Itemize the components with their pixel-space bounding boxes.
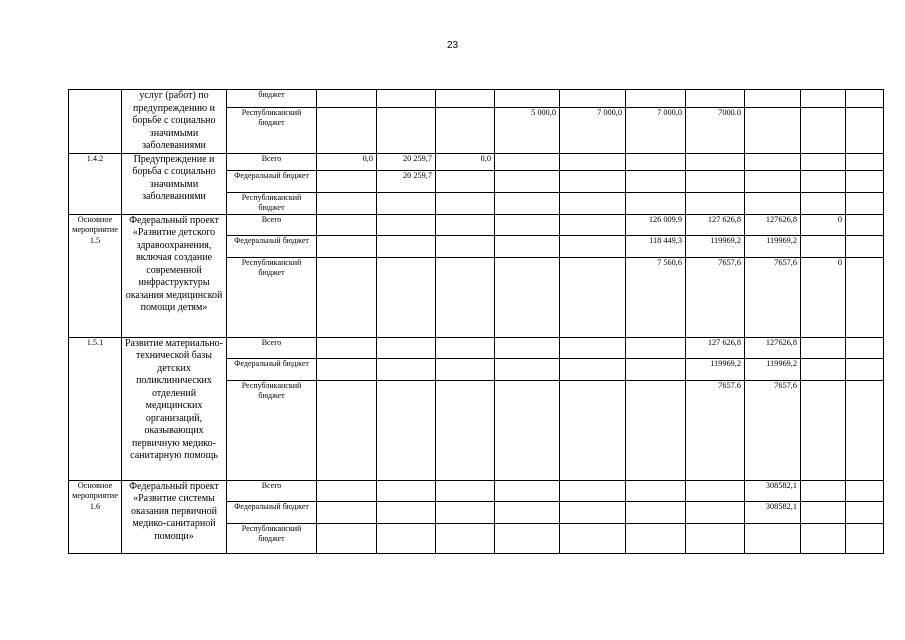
- value-cell: [560, 235, 626, 257]
- value-cell: 20 259,7: [377, 170, 436, 192]
- value-cell: [560, 358, 626, 380]
- funding-source-cell: Всего: [227, 153, 317, 170]
- funding-source-cell: Федеральный бюджет: [227, 501, 317, 523]
- value-cell: [801, 90, 846, 108]
- value-cell: [317, 358, 377, 380]
- value-cell: 119969,2: [745, 358, 801, 380]
- funding-source-cell: Федеральный бюджет: [227, 358, 317, 380]
- value-cell: 127626,8: [745, 337, 801, 358]
- value-cell: [560, 480, 626, 501]
- value-cell: [436, 480, 495, 501]
- value-cell: 119969,2: [745, 235, 801, 257]
- value-cell: [495, 337, 560, 358]
- value-cell: 0: [801, 214, 846, 235]
- row-code-cell: 1.4.2: [69, 153, 122, 214]
- value-cell: [560, 337, 626, 358]
- value-cell: [495, 90, 560, 108]
- value-cell: [560, 523, 626, 553]
- table-row: [69, 153, 884, 170]
- value-cell: 7657,6: [686, 257, 745, 337]
- value-cell: [801, 153, 846, 170]
- value-cell: [560, 90, 626, 108]
- value-cell: [317, 170, 377, 192]
- value-cell: [560, 170, 626, 192]
- value-cell: [377, 380, 436, 480]
- row-description-cell: услуг (работ) по предупреждению и борьбе с социально значимыми заболеваниями: [122, 90, 227, 154]
- value-cell: [436, 337, 495, 358]
- funding-source-cell: Республиканский бюджет: [227, 523, 317, 553]
- value-cell: [745, 90, 801, 108]
- value-cell: [686, 90, 745, 108]
- value-cell: [436, 170, 495, 192]
- value-cell: [801, 107, 846, 153]
- value-cell: [495, 192, 560, 214]
- value-cell: [686, 192, 745, 214]
- value-cell: [560, 501, 626, 523]
- row-code-cell: 1.5.1: [69, 337, 122, 480]
- value-cell: [560, 192, 626, 214]
- value-cell: [745, 523, 801, 553]
- value-cell: 0,0: [317, 153, 377, 170]
- value-cell: [801, 337, 846, 358]
- value-cell: [801, 501, 846, 523]
- value-cell: [686, 501, 745, 523]
- value-cell: 7000.0: [686, 107, 745, 153]
- value-cell: 127 626,8: [686, 214, 745, 235]
- value-cell: 127 626,8: [686, 337, 745, 358]
- value-cell: [377, 337, 436, 358]
- value-cell: [846, 170, 884, 192]
- value-cell: [846, 501, 884, 523]
- value-cell: [801, 480, 846, 501]
- row-description-cell: Федеральный проект «Развитие детского здравоохранения, включая создание современной инфраструктуры оказания медицинской помощи детям»: [122, 214, 227, 337]
- value-cell: [626, 192, 686, 214]
- value-cell: [626, 523, 686, 553]
- funding-source-cell: Федеральный бюджет: [227, 170, 317, 192]
- value-cell: [317, 380, 377, 480]
- value-cell: 0: [801, 257, 846, 337]
- value-cell: 127626,8: [745, 214, 801, 235]
- value-cell: [801, 170, 846, 192]
- value-cell: [626, 358, 686, 380]
- value-cell: [846, 358, 884, 380]
- value-cell: 118 449,3: [626, 235, 686, 257]
- table-row: [69, 337, 884, 358]
- value-cell: [626, 501, 686, 523]
- funding-source-cell: Республиканский бюджет: [227, 257, 317, 337]
- value-cell: [377, 257, 436, 337]
- value-cell: [377, 214, 436, 235]
- value-cell: [377, 501, 436, 523]
- table-row: [69, 480, 884, 501]
- value-cell: [377, 235, 436, 257]
- value-cell: [686, 523, 745, 553]
- table-row: [69, 90, 884, 108]
- value-cell: 308582,1: [745, 480, 801, 501]
- value-cell: [317, 480, 377, 501]
- value-cell: [495, 480, 560, 501]
- value-cell: [436, 90, 495, 108]
- row-description-cell: Предупреждение и борьба с социально значимыми заболеваниями: [122, 153, 227, 214]
- value-cell: [436, 235, 495, 257]
- value-cell: 20 259,7: [377, 153, 436, 170]
- value-cell: [626, 337, 686, 358]
- value-cell: 119969,2: [686, 235, 745, 257]
- budget-table: [68, 89, 884, 554]
- value-cell: [436, 523, 495, 553]
- value-cell: [495, 523, 560, 553]
- value-cell: [377, 480, 436, 501]
- value-cell: [317, 257, 377, 337]
- value-cell: 5 000,0: [495, 107, 560, 153]
- value-cell: [846, 480, 884, 501]
- value-cell: [626, 480, 686, 501]
- value-cell: [436, 358, 495, 380]
- value-cell: [686, 480, 745, 501]
- funding-source-cell: Республиканский бюджет: [227, 380, 317, 480]
- value-cell: 7 000,0: [626, 107, 686, 153]
- value-cell: [745, 153, 801, 170]
- value-cell: [846, 523, 884, 553]
- value-cell: [560, 257, 626, 337]
- value-cell: [377, 192, 436, 214]
- value-cell: [436, 257, 495, 337]
- value-cell: [495, 235, 560, 257]
- table-row: [69, 214, 884, 235]
- row-code-cell: [69, 90, 122, 154]
- funding-source-cell: Республиканский бюджет: [227, 192, 317, 214]
- value-cell: [626, 153, 686, 170]
- value-cell: [801, 523, 846, 553]
- value-cell: 308582,1: [745, 501, 801, 523]
- value-cell: [317, 337, 377, 358]
- value-cell: [846, 257, 884, 337]
- page-number: 23: [446, 40, 459, 51]
- value-cell: [626, 170, 686, 192]
- funding-source-cell: Федеральный бюджет: [227, 235, 317, 257]
- value-cell: [626, 90, 686, 108]
- funding-source-cell: Всего: [227, 214, 317, 235]
- table-body: [69, 90, 884, 554]
- value-cell: [495, 257, 560, 337]
- row-code-cell: Основное мероприятие 1.5: [69, 214, 122, 337]
- row-description-cell: Развитие материально-технической базы детских поликлинических отделений медицинских организаций, оказывающих первичную медико-санитарную помощь: [122, 337, 227, 480]
- value-cell: [626, 380, 686, 480]
- value-cell: [745, 192, 801, 214]
- value-cell: [745, 107, 801, 153]
- value-cell: [317, 235, 377, 257]
- value-cell: [436, 501, 495, 523]
- value-cell: 0,0: [436, 153, 495, 170]
- value-cell: [846, 235, 884, 257]
- value-cell: 7 560,6: [626, 257, 686, 337]
- value-cell: [495, 501, 560, 523]
- row-description-cell: Федеральный проект «Развитие системы оказания первичной медико-санитарной помощи»: [122, 480, 227, 553]
- value-cell: [801, 380, 846, 480]
- value-cell: [317, 90, 377, 108]
- value-cell: [495, 170, 560, 192]
- value-cell: [846, 192, 884, 214]
- value-cell: [745, 170, 801, 192]
- value-cell: [495, 380, 560, 480]
- value-cell: 7 000,0: [560, 107, 626, 153]
- value-cell: [801, 358, 846, 380]
- value-cell: [801, 235, 846, 257]
- value-cell: [560, 214, 626, 235]
- value-cell: [377, 90, 436, 108]
- value-cell: 7657,6: [745, 257, 801, 337]
- value-cell: [686, 170, 745, 192]
- value-cell: [317, 214, 377, 235]
- value-cell: [495, 153, 560, 170]
- value-cell: [801, 192, 846, 214]
- value-cell: [495, 214, 560, 235]
- row-code-cell: Основное мероприятие 1.6: [69, 480, 122, 553]
- value-cell: [377, 358, 436, 380]
- value-cell: [317, 501, 377, 523]
- value-cell: 7657.6: [686, 380, 745, 480]
- funding-source-cell: бюджет: [227, 90, 317, 108]
- value-cell: [317, 107, 377, 153]
- value-cell: [436, 107, 495, 153]
- value-cell: 126 009.9: [626, 214, 686, 235]
- funding-source-cell: Республиканский бюджет: [227, 107, 317, 153]
- value-cell: [846, 214, 884, 235]
- value-cell: 7657,6: [745, 380, 801, 480]
- value-cell: [317, 192, 377, 214]
- value-cell: [846, 337, 884, 358]
- value-cell: [560, 153, 626, 170]
- value-cell: [686, 153, 745, 170]
- value-cell: [436, 214, 495, 235]
- value-cell: [436, 380, 495, 480]
- value-cell: [495, 358, 560, 380]
- value-cell: [846, 107, 884, 153]
- value-cell: [846, 90, 884, 108]
- value-cell: [846, 380, 884, 480]
- value-cell: 119969,2: [686, 358, 745, 380]
- value-cell: [377, 107, 436, 153]
- value-cell: [436, 192, 495, 214]
- funding-source-cell: Всего: [227, 337, 317, 358]
- value-cell: [560, 380, 626, 480]
- value-cell: [846, 153, 884, 170]
- value-cell: [317, 523, 377, 553]
- funding-source-cell: Всего: [227, 480, 317, 501]
- value-cell: [377, 523, 436, 553]
